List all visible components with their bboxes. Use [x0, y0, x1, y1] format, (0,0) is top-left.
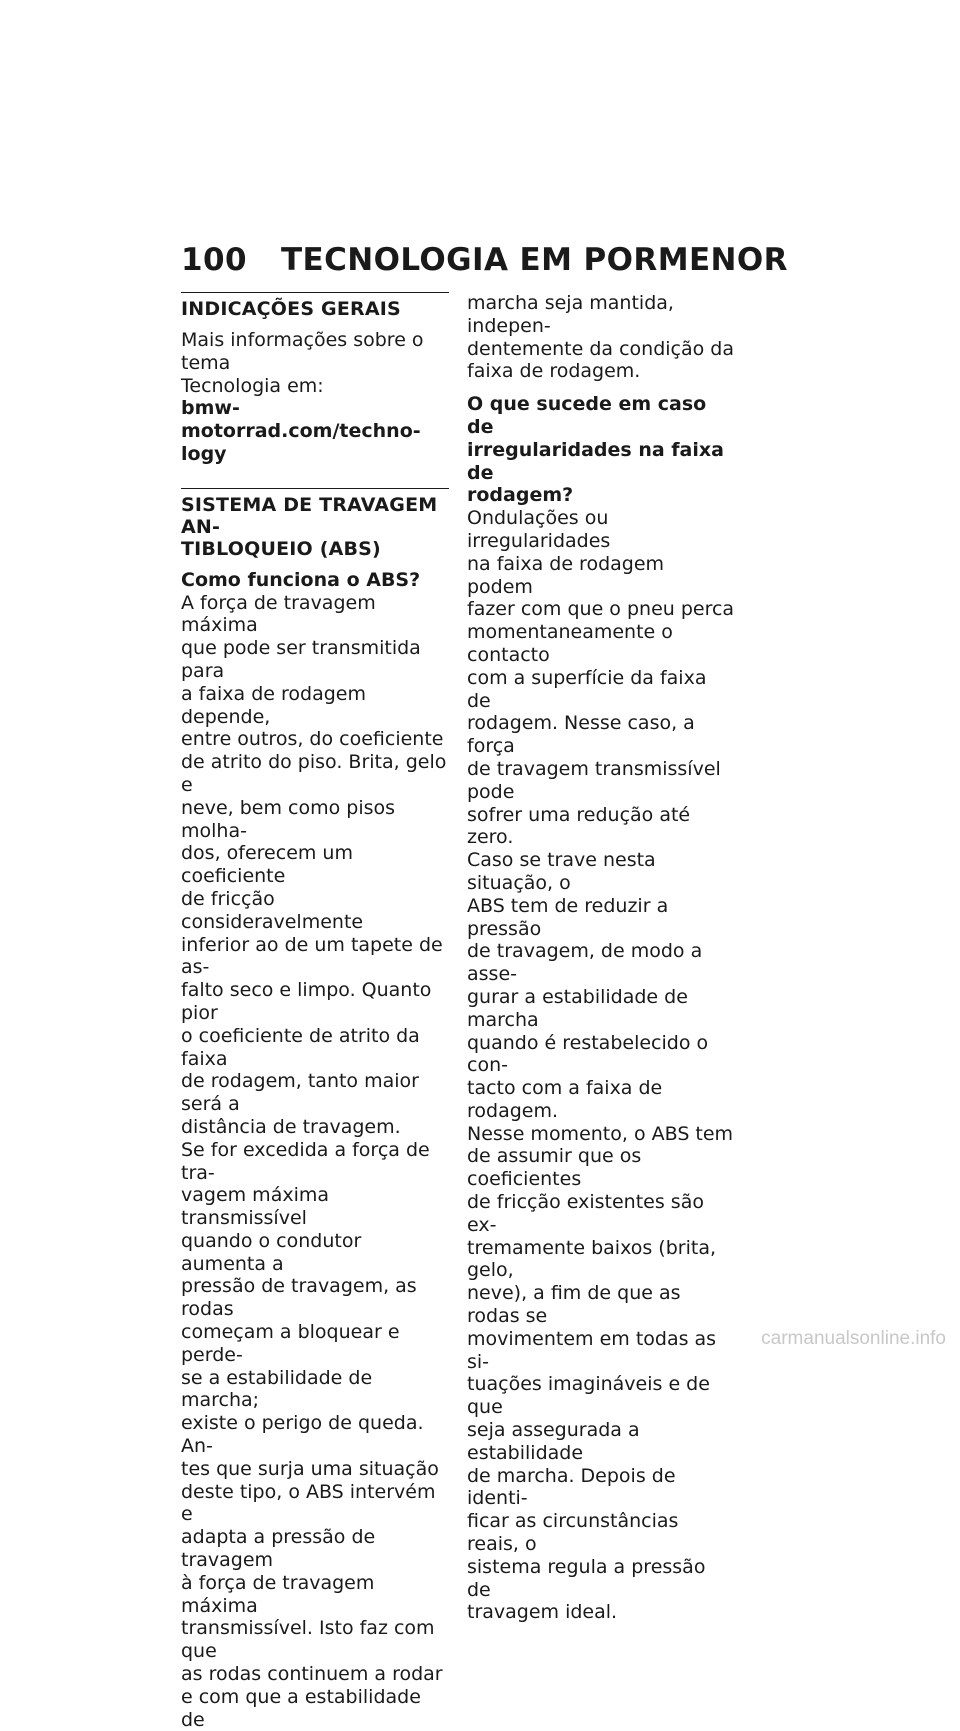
text-line: vagem máxima transmissível — [181, 1184, 330, 1230]
text-line: de travagem transmissível pode — [467, 757, 721, 803]
text-line: ABS tem de reduzir a pressão — [467, 894, 669, 940]
text-line: Mais informações sobre o tema — [181, 329, 424, 374]
title-line: TIBLOQUEIO (ABS) — [181, 537, 381, 560]
text-line: Caso se trave nesta situação, o — [467, 849, 656, 894]
text-line: sofrer uma redução até zero. — [467, 803, 691, 849]
text-line: de fricção existentes são ex- — [467, 1191, 704, 1236]
text-line: tremamente baixos (brita, gelo, — [467, 1236, 717, 1282]
text-line: à força de travagem máxima — [181, 1571, 375, 1617]
text-line: sistema regula a pressão de — [467, 1555, 706, 1601]
text-line: ficar as circunstâncias reais, o — [467, 1510, 679, 1556]
text-line: Nesse momento, o ABS tem — [467, 1122, 734, 1145]
question-how-abs-works: Como funciona o ABS? — [181, 568, 421, 591]
text-line: na faixa de rodagem podem — [467, 552, 665, 598]
text-line: se a estabilidade de marcha; — [181, 1366, 373, 1412]
text-line: quando o condutor aumenta a — [181, 1229, 362, 1275]
right-column — [467, 292, 735, 1624]
text-line: momentaneamente o contacto — [467, 621, 673, 666]
section-title-general: INDICAÇÕES GERAIS — [181, 298, 401, 320]
text-line: de atrito do piso. Brita, gelo e — [181, 751, 447, 796]
text-line: adapta a pressão de travagem — [181, 1526, 376, 1572]
text-line: tacto com a faixa de rodagem. — [467, 1077, 663, 1122]
text-line: dentemente da condição da — [467, 337, 735, 360]
text-line: deste tipo, o ABS intervém e — [181, 1480, 436, 1526]
text-line: gurar a estabilidade de marcha — [467, 985, 688, 1031]
text-line: A força de travagem máxima — [181, 591, 376, 637]
technology-link[interactable] — [181, 397, 449, 465]
text-line: rodagem. Nesse caso, a força — [467, 712, 695, 758]
text-line: tes que surja uma situação — [181, 1457, 439, 1480]
text-line: as rodas continuem a rodar — [181, 1663, 443, 1686]
text-line: Tecnologia em: — [181, 374, 324, 397]
link-line[interactable]: bmw-motorrad.com/techno- — [181, 397, 421, 443]
question-road-irregularities — [467, 393, 735, 507]
section-divider — [181, 488, 449, 489]
question-line: irregularidades na faixa de — [467, 438, 724, 484]
paragraph-irregularities-answer — [467, 507, 735, 1624]
text-line: transmissível. Isto faz com que — [181, 1617, 435, 1663]
link-line[interactable]: logy — [181, 442, 227, 465]
text-line: fazer com que o pneu perca — [467, 598, 735, 621]
text-line: distância de travagem. — [181, 1115, 401, 1138]
paragraph-braking-force — [181, 592, 449, 1139]
text-line: de marcha. Depois de identi- — [467, 1464, 676, 1510]
text-line: de fricção consideravelmente — [181, 887, 364, 933]
text-line: existe o perigo de queda. An- — [181, 1412, 424, 1458]
left-column — [181, 292, 449, 1731]
question-line: O que sucede em caso de — [467, 393, 707, 438]
paragraph-abs-intervention — [181, 1139, 449, 1731]
text-line: que pode ser transmitida para — [181, 637, 421, 682]
title-line: SISTEMA DE TRAVAGEM AN- — [181, 493, 438, 538]
text-line: começam a bloquear e perde- — [181, 1321, 400, 1366]
text-line: travagem ideal. — [467, 1601, 618, 1624]
chapter-title: TECNOLOGIA EM PORMENOR — [281, 242, 788, 278]
text-line: neve), a fim de que as rodas se — [467, 1282, 681, 1328]
text-line: quando é restabelecido o con- — [467, 1031, 709, 1077]
question-line: rodagem? — [467, 484, 574, 507]
text-line: dos, oferecem um coeficiente — [181, 842, 353, 888]
text-line: entre outros, do coeficiente — [181, 728, 444, 751]
text-line: com a superfície da faixa de — [467, 666, 707, 712]
text-line: falto seco e limpo. Quanto pior — [181, 979, 432, 1024]
page-header — [181, 240, 788, 280]
text-line: marcha seja mantida, indepen- — [467, 292, 674, 337]
text-line: neve, bem como pisos molha- — [181, 796, 396, 842]
section-title-abs — [181, 494, 449, 560]
page-number: 100 — [181, 242, 247, 278]
text-line: faixa de rodagem. — [467, 360, 641, 383]
text-line: de rodagem, tanto maior será a — [181, 1070, 419, 1116]
paragraph-stability-continued — [467, 292, 735, 383]
text-line: de travagem, de modo a asse- — [467, 940, 703, 986]
text-line: movimentem em todas as si- — [467, 1327, 717, 1373]
general-info-text — [181, 329, 449, 397]
text-line: seja assegurada a estabilidade — [467, 1419, 640, 1464]
text-line: e com que a estabilidade de — [181, 1685, 421, 1731]
text-line: de assumir que os coeficientes — [467, 1145, 642, 1191]
watermark: carmanualsonline.info — [761, 1328, 946, 1349]
text-line: pressão de travagem, as rodas — [181, 1275, 417, 1321]
text-line: Se for excedida a força de tra- — [181, 1138, 430, 1184]
text-line: a faixa de rodagem depende, — [181, 682, 366, 728]
text-line: Ondulações ou irregularidades — [467, 507, 611, 552]
section-divider — [181, 292, 449, 293]
text-line: tuações imagináveis e de que — [467, 1373, 710, 1419]
text-line: inferior ao de um tapete de as- — [181, 933, 443, 979]
text-line: o coeficiente de atrito da faixa — [181, 1024, 420, 1070]
